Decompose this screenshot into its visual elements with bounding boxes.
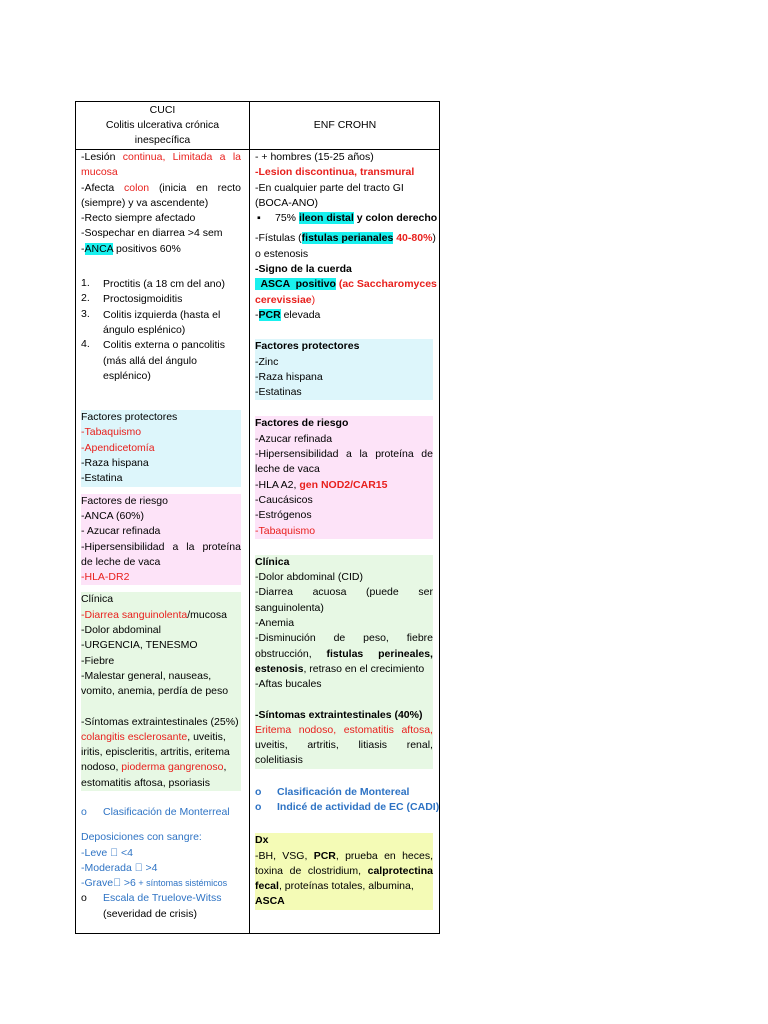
text: -Estatina bbox=[81, 472, 123, 485]
text: elevada bbox=[280, 308, 321, 321]
text: calprotectina bbox=[367, 864, 433, 877]
text: o estenosis bbox=[255, 247, 309, 260]
text: , bbox=[335, 849, 339, 862]
highlight-ileon: ileon distal bbox=[298, 212, 354, 225]
text-red: a bbox=[219, 151, 226, 163]
list-item bbox=[81, 292, 241, 307]
cuci-truelove-item bbox=[81, 891, 241, 906]
text: nodoso, bbox=[81, 761, 122, 774]
text: -Fiebre bbox=[81, 654, 115, 667]
list-text: Colitis izquierda (hasta el ángulo esplénico) bbox=[103, 308, 221, 336]
list-text: Proctitis (a 18 cm del ano) bbox=[103, 278, 225, 291]
text: recto bbox=[217, 181, 241, 194]
cuci-factores-protectores bbox=[81, 410, 241, 486]
text: -HLA A2, bbox=[255, 478, 300, 491]
section-title: Factores de riesgo bbox=[255, 417, 349, 430]
text: uveitis, bbox=[255, 739, 288, 752]
text-red: continua, bbox=[122, 151, 166, 163]
bullet-marker: o bbox=[81, 805, 87, 818]
text-red: -Diarrea sanguinolenta bbox=[81, 608, 188, 621]
text: estomatitis aftosa, psoriasis bbox=[81, 776, 210, 789]
text: -Estrógenos bbox=[255, 509, 312, 522]
text: -Raza hispana bbox=[81, 457, 149, 470]
crohn-column bbox=[255, 150, 440, 910]
text-blue: Escala de Truelove-Witss bbox=[103, 892, 222, 905]
text: - bbox=[255, 308, 259, 321]
text: clostridium, bbox=[307, 864, 362, 877]
text-red: colangitis esclerosante bbox=[81, 730, 188, 743]
text: de bbox=[333, 632, 346, 645]
text: -Disminución bbox=[255, 632, 316, 645]
list-number: 4. bbox=[81, 338, 90, 351]
text: /mucosa bbox=[187, 608, 227, 621]
spacer bbox=[81, 791, 241, 805]
cuci-extent-list bbox=[81, 277, 241, 384]
crohn-intro bbox=[255, 150, 438, 323]
text: (BOCA-ANO) bbox=[255, 196, 318, 209]
section-title: Clínica bbox=[255, 555, 290, 568]
text: - + hombres (15-25 años) bbox=[255, 151, 374, 163]
text: estenosis bbox=[255, 662, 304, 675]
text: vomito, anemia, perdía de peso bbox=[81, 685, 229, 698]
text: proteína bbox=[202, 540, 241, 553]
text: PCR bbox=[313, 849, 336, 862]
text: -Caucásicos bbox=[255, 493, 313, 506]
crohn-factores-protectores bbox=[255, 339, 433, 400]
text: -Síntomas extraintestinales (25%) bbox=[81, 715, 239, 728]
text: (puede bbox=[366, 586, 399, 599]
text: a bbox=[346, 448, 352, 461]
text-red: -Lesion discontinua, transmural bbox=[255, 166, 415, 179]
text-blue: Clasificación de Monterreal bbox=[103, 805, 230, 818]
header-cuci-name-2: inespecífica bbox=[134, 134, 191, 146]
spacer bbox=[255, 769, 433, 785]
cuci-column bbox=[81, 150, 241, 922]
list-number: 2. bbox=[81, 292, 90, 305]
text: , uveitis, bbox=[187, 730, 226, 743]
text-red: mucosa bbox=[81, 166, 118, 179]
text-red: la bbox=[232, 151, 241, 163]
spacer bbox=[81, 585, 241, 592]
highlight-fistulas: fistulas perianales bbox=[301, 232, 394, 245]
text: , bbox=[223, 761, 227, 774]
text: positivos 60% bbox=[113, 242, 181, 255]
text: peso, bbox=[363, 632, 389, 645]
text: ASCA bbox=[255, 895, 285, 908]
text: , retraso en el crecimiento bbox=[303, 662, 425, 675]
crohn-montreal-item bbox=[255, 785, 433, 800]
text-red: gen NOD2/CAR15 bbox=[299, 478, 388, 491]
section-title: Factores protectores bbox=[255, 340, 360, 353]
text: artritis, bbox=[307, 739, 339, 752]
spacer bbox=[81, 820, 241, 830]
text-red: Limitada bbox=[172, 151, 213, 163]
text bbox=[314, 849, 339, 864]
text: litiasis bbox=[358, 739, 388, 752]
text-blue: Indicé de actividad de EC (CADI) bbox=[277, 800, 440, 813]
header-crohn bbox=[250, 102, 440, 149]
text-red: Eritema bbox=[255, 723, 292, 736]
list-number: 1. bbox=[81, 277, 90, 290]
text: -Aftas bucales bbox=[255, 678, 322, 691]
text: 75% bbox=[275, 212, 299, 225]
text: ) bbox=[432, 232, 436, 245]
text: (inicia bbox=[158, 181, 187, 194]
column-divider bbox=[249, 102, 250, 933]
text: -Signo de la cuerda bbox=[255, 263, 352, 276]
bullet-marker: ▪ bbox=[257, 212, 261, 225]
comparison-table bbox=[75, 101, 440, 934]
text bbox=[275, 211, 437, 226]
crohn-clinica bbox=[255, 555, 433, 769]
text: la bbox=[359, 448, 368, 461]
text: -Hipersensibilidad bbox=[255, 448, 339, 461]
list-number: 3. bbox=[81, 307, 90, 320]
text-red: aftosa, bbox=[401, 723, 433, 736]
text: en bbox=[384, 849, 396, 862]
text: colelitiasis bbox=[255, 754, 303, 767]
text: -ANCA (60%) bbox=[81, 509, 145, 522]
text-red: nodoso, bbox=[298, 723, 337, 736]
text: -Azucar refinada bbox=[255, 432, 333, 445]
text: ser bbox=[418, 586, 433, 599]
text: y colon derecho bbox=[353, 212, 438, 225]
crohn-cadi-item bbox=[255, 800, 440, 815]
text: (siempre) y va ascendente) bbox=[81, 196, 209, 209]
text: -Diarrea bbox=[255, 586, 293, 599]
bullet-marker: o bbox=[255, 785, 262, 798]
text: en bbox=[196, 181, 208, 194]
text: a bbox=[172, 540, 179, 553]
spacer bbox=[255, 693, 433, 708]
list-item bbox=[255, 211, 438, 226]
spacer bbox=[81, 700, 241, 715]
text: obstrucción, bbox=[255, 647, 312, 660]
list-item bbox=[81, 277, 241, 292]
text-red: -Tabaquismo bbox=[255, 524, 316, 537]
text: proteína bbox=[375, 448, 414, 461]
header-cuci-name-1: Colitis ulcerativa crónica bbox=[105, 119, 220, 131]
text-red: cerevissiae bbox=[255, 293, 312, 306]
text: de leche de vaca bbox=[81, 555, 161, 568]
text: iritis, episcleritis, artritis, eritema bbox=[81, 746, 230, 759]
spacer bbox=[255, 539, 433, 555]
text: la bbox=[186, 540, 195, 553]
highlight-asca: ASCA positivo bbox=[255, 278, 336, 291]
text-red: ) bbox=[311, 293, 316, 306]
text: -En cualquier parte del tracto GI bbox=[255, 181, 404, 194]
crohn-factores-riesgo bbox=[255, 416, 433, 538]
text: -Sospechar en diarrea >4 sem bbox=[81, 227, 223, 240]
text-blue: Deposiciones con sangre: bbox=[81, 831, 202, 844]
text-blue-small: + síntomas sistémicos bbox=[135, 878, 228, 889]
text: fistulas bbox=[326, 647, 364, 660]
list-item bbox=[81, 338, 241, 384]
text: -Lesión bbox=[81, 151, 116, 163]
text: -Afecta bbox=[81, 181, 115, 194]
spacer bbox=[255, 323, 433, 339]
section-title: Clínica bbox=[81, 593, 114, 606]
text-red: -Apendicetomía bbox=[81, 441, 155, 454]
cuci-montreal-item bbox=[81, 805, 241, 820]
text: renal, bbox=[406, 739, 433, 752]
text-red: -Tabaquismo bbox=[81, 426, 142, 439]
text: -Fístulas ( bbox=[255, 232, 302, 245]
text: -URGENCIA, TENESMO bbox=[81, 639, 198, 652]
text: de bbox=[289, 864, 302, 877]
text: -Raza hispana bbox=[255, 370, 323, 383]
bullet-marker: o bbox=[255, 800, 262, 813]
text-red: pioderma gangrenoso bbox=[121, 761, 224, 774]
highlight-pcr: PCR bbox=[258, 308, 281, 321]
text: -Dolor abdominal bbox=[81, 624, 161, 637]
text: heces, bbox=[402, 849, 433, 862]
text: (severidad de crisis) bbox=[103, 907, 197, 920]
list-item bbox=[81, 308, 241, 339]
text: -Malestar general, nauseas, bbox=[81, 669, 212, 682]
text: -Zinc bbox=[255, 355, 279, 368]
text: acuosa bbox=[312, 586, 347, 599]
text: -Dolor abdominal (CID) bbox=[255, 571, 363, 584]
crohn-dx bbox=[255, 833, 433, 909]
highlight-anca: ANCA bbox=[84, 242, 114, 255]
text-blue: -Moderada   >4 bbox=[81, 861, 158, 874]
text: -Síntomas extraintestinales (40%) bbox=[255, 708, 423, 721]
text: -Estatinas bbox=[255, 386, 302, 399]
text: toxina bbox=[255, 864, 284, 877]
spacer bbox=[81, 257, 241, 272]
cuci-factores-riesgo bbox=[81, 494, 241, 586]
text-red: -HLA-DR2 bbox=[81, 571, 130, 584]
spacer bbox=[81, 384, 241, 410]
spacer bbox=[255, 815, 433, 833]
section-title: Factores protectores bbox=[81, 411, 178, 424]
text: -Hipersensibilidad bbox=[81, 540, 165, 553]
text-blue: -Grave  >6 bbox=[81, 877, 136, 890]
text: - bbox=[81, 242, 85, 255]
text-red: 40-80% bbox=[393, 232, 433, 245]
cuci-deposiciones bbox=[81, 830, 241, 891]
header-cuci-abbr: CUCI bbox=[149, 104, 176, 116]
text: VSG, bbox=[282, 849, 308, 862]
section-title: Dx bbox=[255, 834, 269, 847]
header-cuci bbox=[76, 102, 249, 149]
text-red: estomatitis bbox=[343, 723, 394, 736]
text: fiebre bbox=[406, 632, 433, 645]
list-text: Colitis externa o pancolitis (más allá del ángulo esplénico) bbox=[103, 339, 225, 382]
list-text: Proctosigmoiditis bbox=[103, 293, 183, 306]
bullet-marker: o bbox=[81, 892, 87, 905]
header-crohn-title: ENF CROHN bbox=[313, 119, 377, 131]
text: sanguinolenta) bbox=[255, 601, 324, 614]
text: -Recto siempre afectado bbox=[81, 212, 196, 225]
spacer bbox=[255, 400, 433, 416]
text: perineales, bbox=[378, 647, 433, 660]
text: -BH, bbox=[255, 849, 276, 862]
text: leche de vaca bbox=[255, 463, 320, 476]
cuci-intro bbox=[81, 150, 241, 257]
text: de bbox=[421, 448, 433, 461]
section-title: Factores de riesgo bbox=[81, 494, 168, 507]
text: -Anemia bbox=[255, 617, 295, 630]
text: fecal bbox=[255, 880, 279, 893]
text-red: colon bbox=[124, 181, 150, 194]
text-red: (ac Saccharomyces bbox=[335, 278, 437, 291]
text-blue: -Leve   <4 bbox=[81, 846, 133, 859]
text: - Azucar refinada bbox=[81, 525, 161, 538]
text: prueba bbox=[345, 849, 378, 862]
text: , proteínas totales, albumina, bbox=[278, 880, 414, 893]
spacer bbox=[81, 487, 241, 494]
cuci-clinica bbox=[81, 592, 241, 791]
text-blue: Clasificación de Montereal bbox=[277, 785, 410, 798]
